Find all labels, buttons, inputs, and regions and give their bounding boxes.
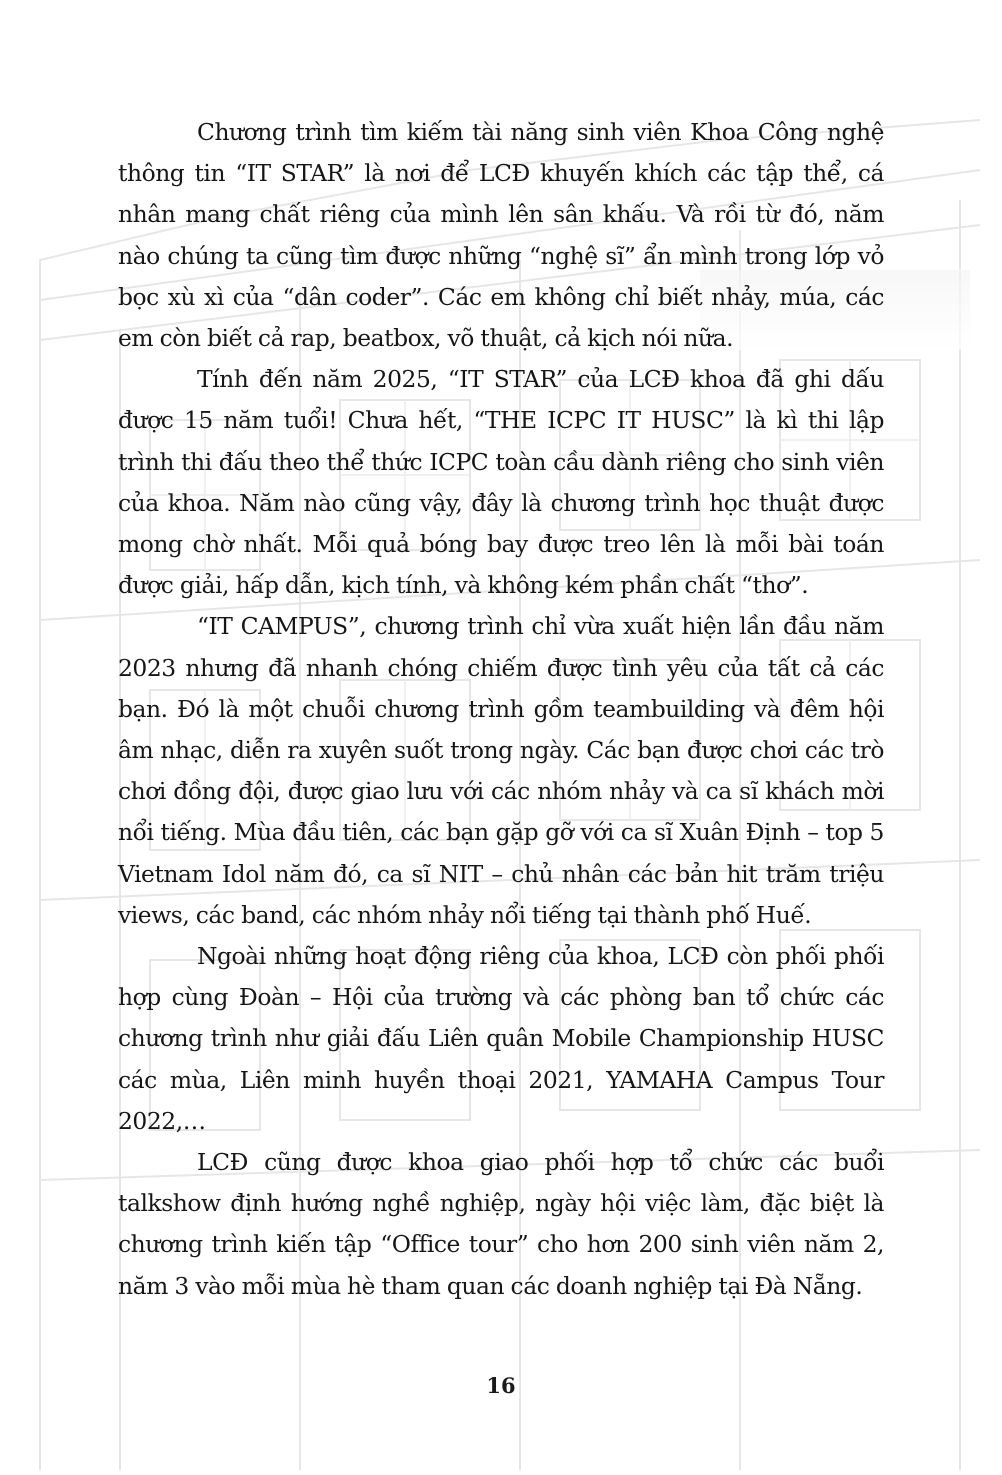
paragraph-cooperation: Ngoài những hoạt động riêng của khoa, LCĐ còn phối phối hợp cùng Đoàn – Hội của trường và các phòng ban tổ chức các chương trình như giải đấu Liên quân Mobile Championship HUSC các mùa, Liên minh huyền thoại 2021, YAMAHA Campus Tour 2022,… (118, 942, 884, 1135)
body-text (118, 112, 884, 1307)
paragraph-talkshow: LCĐ cũng được khoa giao phối hợp tổ chức các buổi talkshow định hướng nghề nghiệp, ngày hội việc làm, đặc biệt là chương trình kiến tập “Office tour” cho hơn 200 sinh viên năm 2, năm 3 vào mỗi mùa hè tham quan các doanh nghiệp tại Đà Nẵng. (118, 1148, 884, 1300)
paragraph-it-star: Chương trình tìm kiếm tài năng sinh viên Khoa Công nghệ thông tin “IT STAR” là nơi để LCĐ khuyến khích các tập thể, cá nhân mang chất riêng của mình lên sân khấu. Và rồi từ đó, năm nào chúng ta cũng tìm được những “nghệ sĩ” ẩn mình trong lớp vỏ bọc xù xì của “dân coder”. Các em không chỉ biết nhảy, múa, các em còn biết cả rap, beatbox, võ thuật, cả kịch nói nữa. (118, 118, 884, 353)
paragraph-icpc: Tính đến năm 2025, “IT STAR” của LCĐ khoa đã ghi dấu được 15 năm tuổi! Chưa hết, “THE ICPC IT HUSC” là kì thi lập trình thi đấu theo thể thức ICPC toàn cầu dành riêng cho sinh viên của khoa. Năm nào cũng vậy, đây là chương trình học thuật được mong chờ nhất. Mỗi quả bóng bay được treo lên là mỗi bài toán được giải, hấp dẫn, kịch tính, và không kém phần chất “thơ”. (118, 365, 884, 600)
page-number: 16 (486, 1373, 516, 1398)
paragraph-it-campus: “IT CAMPUS”, chương trình chỉ vừa xuất hiện lần đầu năm 2023 nhưng đã nhanh chóng chiếm được tình yêu của tất cả các bạn. Đó là một chuỗi chương trình gồm teambuilding và đêm hội âm nhạc, diễn ra xuyên suốt trong ngày. Các bạn được chơi các trò chơi đồng đội, được giao lưu với các nhóm nhảy và ca sĩ khách mời nổi tiếng. Mùa đầu tiên, các bạn gặp gỡ với ca sĩ Xuân Định – top 5 Vietnam Idol năm đó, ca sĩ NIT – chủ nhân các bản hit trăm triệu views, các band, các nhóm nhảy nổi tiếng tại thành phố Huế. (118, 612, 884, 929)
